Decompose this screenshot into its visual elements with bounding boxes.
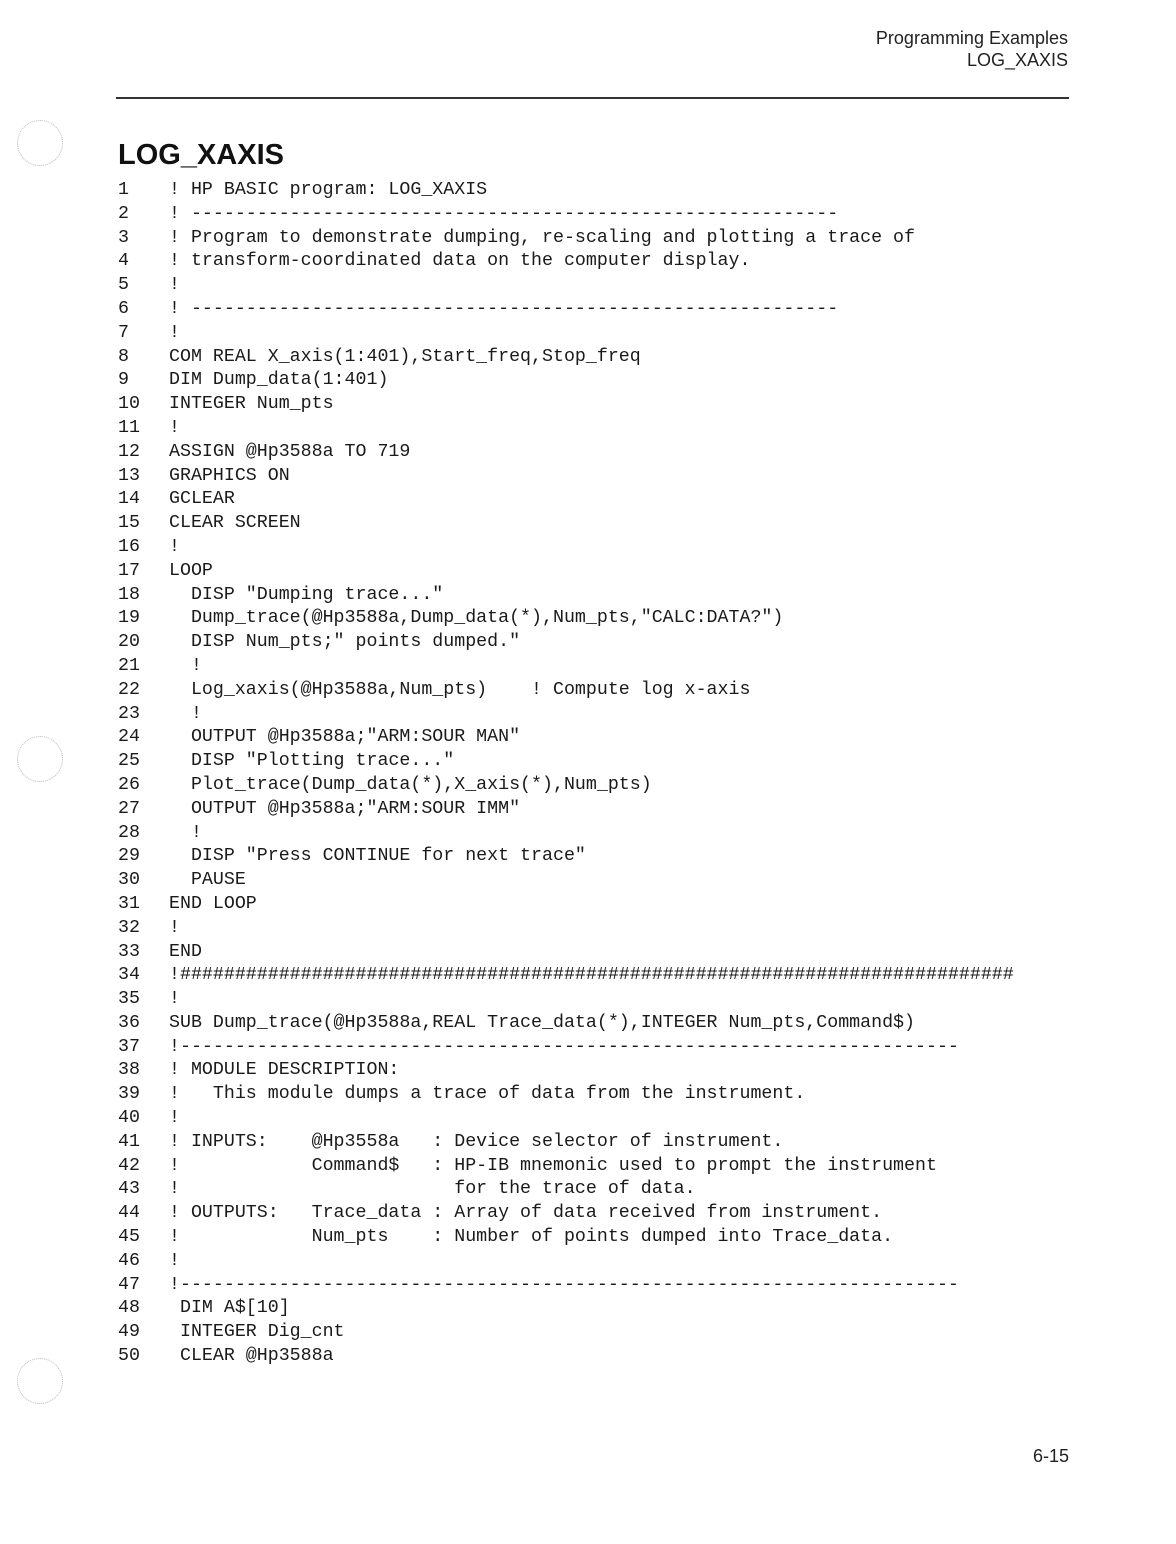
line-number: 8 bbox=[118, 346, 129, 367]
code-line bbox=[118, 1274, 1068, 1298]
code-text: END bbox=[169, 941, 202, 962]
line-number: 38 bbox=[118, 1060, 140, 1081]
line-number: 11 bbox=[118, 417, 140, 438]
line-number: 46 bbox=[118, 1250, 140, 1271]
code-text: ! HP BASIC program: LOG_XAXIS bbox=[169, 180, 488, 200]
line-number: 15 bbox=[118, 513, 140, 534]
code-line bbox=[118, 274, 1068, 298]
line-number: 21 bbox=[118, 655, 140, 676]
code-text: ! transform-coordinated data on the computer display. bbox=[169, 251, 751, 272]
code-text: !----------------------------------------------------------------------- bbox=[169, 1274, 959, 1295]
line-number: 16 bbox=[118, 536, 140, 557]
line-number: 29 bbox=[118, 846, 140, 867]
header-rule bbox=[116, 97, 1069, 99]
code-text: ! Program to demonstrate dumping, re-scaling and plotting a trace of bbox=[169, 227, 915, 248]
line-number: 27 bbox=[118, 798, 140, 819]
code-text: DISP "Press CONTINUE for next trace" bbox=[169, 846, 586, 867]
line-number: 35 bbox=[118, 989, 140, 1010]
code-line bbox=[118, 488, 1068, 512]
code-line bbox=[118, 346, 1068, 370]
code-text: ! bbox=[169, 703, 202, 724]
line-number: 3 bbox=[118, 227, 129, 248]
code-line bbox=[118, 1036, 1068, 1060]
code-text: ! OUTPUTS: Trace_data : Array of data received from instrument. bbox=[169, 1203, 883, 1224]
code-text: ! bbox=[169, 1108, 180, 1129]
line-number: 25 bbox=[118, 751, 140, 772]
line-number: 9 bbox=[118, 370, 129, 391]
header-subsection: LOG_XAXIS bbox=[966, 50, 1068, 70]
code-line bbox=[118, 584, 1068, 608]
code-line bbox=[118, 941, 1068, 965]
line-number: 30 bbox=[118, 870, 140, 891]
line-number: 7 bbox=[118, 322, 129, 343]
line-number: 36 bbox=[118, 1012, 140, 1033]
code-text: DISP "Dumping trace..." bbox=[169, 584, 444, 605]
code-text: INTEGER Dig_cnt bbox=[169, 1322, 345, 1343]
code-text: DIM Dump_data(1:401) bbox=[169, 370, 389, 391]
line-number: 49 bbox=[118, 1322, 140, 1343]
line-number: 10 bbox=[118, 394, 140, 415]
page-title: LOG_XAXIS bbox=[118, 139, 284, 172]
binder-hole-middle bbox=[17, 736, 63, 782]
code-text: Log_xaxis(@Hp3588a,Num_pts) ! Compute log x-axis bbox=[169, 679, 751, 700]
code-text: ASSIGN @Hp3588a TO 719 bbox=[169, 441, 411, 462]
code-line bbox=[118, 964, 1068, 988]
code-text: Plot_trace(Dump_data(*),X_axis(*),Num_pts) bbox=[169, 774, 652, 795]
code-line bbox=[118, 631, 1068, 655]
line-number: 22 bbox=[118, 679, 140, 700]
code-line bbox=[118, 179, 1068, 203]
code-text: OUTPUT @Hp3588a;"ARM:SOUR IMM" bbox=[169, 798, 521, 819]
code-line bbox=[118, 798, 1068, 822]
line-number: 6 bbox=[118, 298, 129, 319]
line-number: 41 bbox=[118, 1131, 140, 1152]
code-text: GRAPHICS ON bbox=[169, 465, 290, 486]
line-number: 13 bbox=[118, 465, 140, 486]
code-line bbox=[118, 227, 1068, 251]
code-line bbox=[118, 1012, 1068, 1036]
code-line bbox=[118, 536, 1068, 560]
code-line bbox=[118, 988, 1068, 1012]
code-line bbox=[118, 560, 1068, 584]
code-line bbox=[118, 822, 1068, 846]
code-text: ! bbox=[169, 917, 180, 938]
code-text: ! ----------------------------------------------------------- bbox=[169, 298, 839, 319]
code-line bbox=[118, 655, 1068, 679]
code-text: ! This module dumps a trace of data from the instrument. bbox=[169, 1084, 806, 1105]
line-number: 31 bbox=[118, 893, 140, 914]
code-line bbox=[118, 1297, 1068, 1321]
code-text: ! Command$ : HP-IB mnemonic used to prompt the instrument bbox=[169, 1155, 937, 1176]
code-text: !----------------------------------------------------------------------- bbox=[169, 1036, 959, 1057]
code-text: ! bbox=[169, 417, 180, 438]
line-number: 34 bbox=[118, 965, 140, 986]
code-line bbox=[118, 845, 1068, 869]
code-line bbox=[118, 322, 1068, 346]
code-text: ! bbox=[169, 322, 180, 343]
code-text: ! bbox=[169, 275, 180, 296]
code-line bbox=[118, 1059, 1068, 1083]
code-line bbox=[118, 441, 1068, 465]
code-text: ! bbox=[169, 1250, 180, 1271]
code-text: ! for the trace of data. bbox=[169, 1179, 696, 1200]
code-line bbox=[118, 750, 1068, 774]
line-number: 37 bbox=[118, 1036, 140, 1057]
line-number: 12 bbox=[118, 441, 140, 462]
code-text: END LOOP bbox=[169, 893, 257, 914]
code-text: ! ----------------------------------------------------------- bbox=[169, 203, 839, 224]
code-line bbox=[118, 417, 1068, 441]
line-number: 43 bbox=[118, 1179, 140, 1200]
line-number: 42 bbox=[118, 1155, 140, 1176]
code-text: INTEGER Num_pts bbox=[169, 394, 334, 415]
line-number: 47 bbox=[118, 1274, 140, 1295]
code-text: DIM A$[10] bbox=[169, 1298, 290, 1319]
code-line bbox=[118, 917, 1068, 941]
line-number: 18 bbox=[118, 584, 140, 605]
line-number: 23 bbox=[118, 703, 140, 724]
binder-hole-top bbox=[17, 120, 63, 166]
code-text: OUTPUT @Hp3588a;"ARM:SOUR MAN" bbox=[169, 727, 521, 748]
code-line bbox=[118, 512, 1068, 536]
code-line bbox=[118, 250, 1068, 274]
code-line bbox=[118, 607, 1068, 631]
code-text: PAUSE bbox=[169, 870, 246, 891]
binder-hole-bottom bbox=[17, 1358, 63, 1404]
code-text: ! Num_pts : Number of points dumped into Trace_data. bbox=[169, 1227, 894, 1248]
code-line bbox=[118, 679, 1068, 703]
line-number: 32 bbox=[118, 917, 140, 938]
code-line bbox=[118, 1083, 1068, 1107]
line-number: 33 bbox=[118, 941, 140, 962]
code-text: DISP Num_pts;" points dumped." bbox=[169, 632, 521, 653]
line-number: 1 bbox=[118, 180, 129, 200]
code-text: ! bbox=[169, 655, 202, 676]
line-number: 40 bbox=[118, 1108, 140, 1129]
code-text: ! INPUTS: @Hp3558a : Device selector of instrument. bbox=[169, 1131, 784, 1152]
code-line bbox=[118, 1202, 1068, 1226]
line-number: 48 bbox=[118, 1298, 140, 1319]
code-text: CLEAR @Hp3588a bbox=[169, 1346, 334, 1367]
code-text: ! bbox=[169, 536, 180, 557]
code-listing bbox=[118, 179, 1068, 1369]
line-number: 4 bbox=[118, 251, 129, 272]
page-number: 6-15 bbox=[1032, 1446, 1069, 1466]
code-text: ! bbox=[169, 822, 202, 843]
code-line bbox=[118, 703, 1068, 727]
code-text: ! MODULE DESCRIPTION: bbox=[169, 1060, 400, 1081]
code-text: COM REAL X_axis(1:401),Start_freq,Stop_freq bbox=[169, 346, 641, 367]
line-number: 26 bbox=[118, 774, 140, 795]
line-number: 2 bbox=[118, 203, 129, 224]
code-text: Dump_trace(@Hp3588a,Dump_data(*),Num_pts,"CALC:DATA?") bbox=[169, 608, 784, 629]
code-line bbox=[118, 726, 1068, 750]
code-text: ! bbox=[169, 989, 180, 1010]
code-line bbox=[118, 1107, 1068, 1131]
code-line bbox=[118, 393, 1068, 417]
line-number: 45 bbox=[118, 1227, 140, 1248]
code-line bbox=[118, 893, 1068, 917]
code-line bbox=[118, 1250, 1068, 1274]
line-number: 28 bbox=[118, 822, 140, 843]
header-section: Programming Examples bbox=[875, 28, 1068, 48]
code-text: CLEAR SCREEN bbox=[169, 513, 301, 534]
code-text: !############################################################################ bbox=[169, 965, 1014, 986]
line-number: 5 bbox=[118, 275, 129, 296]
code-line bbox=[118, 203, 1068, 227]
line-number: 39 bbox=[118, 1084, 140, 1105]
line-number: 44 bbox=[118, 1203, 140, 1224]
line-number: 20 bbox=[118, 632, 140, 653]
code-line bbox=[118, 774, 1068, 798]
code-line bbox=[118, 298, 1068, 322]
code-line bbox=[118, 369, 1068, 393]
code-text: DISP "Plotting trace..." bbox=[169, 751, 455, 772]
line-number: 50 bbox=[118, 1346, 140, 1367]
code-line bbox=[118, 869, 1068, 893]
code-line bbox=[118, 1178, 1068, 1202]
running-header bbox=[876, 27, 1068, 71]
code-line bbox=[118, 1321, 1068, 1345]
line-number: 17 bbox=[118, 560, 140, 581]
line-number: 24 bbox=[118, 727, 140, 748]
code-line bbox=[118, 1345, 1068, 1369]
code-text: LOOP bbox=[169, 560, 213, 581]
code-text: SUB Dump_trace(@Hp3588a,REAL Trace_data(*),INTEGER Num_pts,Command$) bbox=[169, 1012, 915, 1033]
code-text: GCLEAR bbox=[169, 489, 235, 510]
code-line bbox=[118, 465, 1068, 489]
line-number: 19 bbox=[118, 608, 140, 629]
code-line bbox=[118, 1226, 1068, 1250]
code-line bbox=[118, 1155, 1068, 1179]
code-line bbox=[118, 1131, 1068, 1155]
line-number: 14 bbox=[118, 489, 140, 510]
